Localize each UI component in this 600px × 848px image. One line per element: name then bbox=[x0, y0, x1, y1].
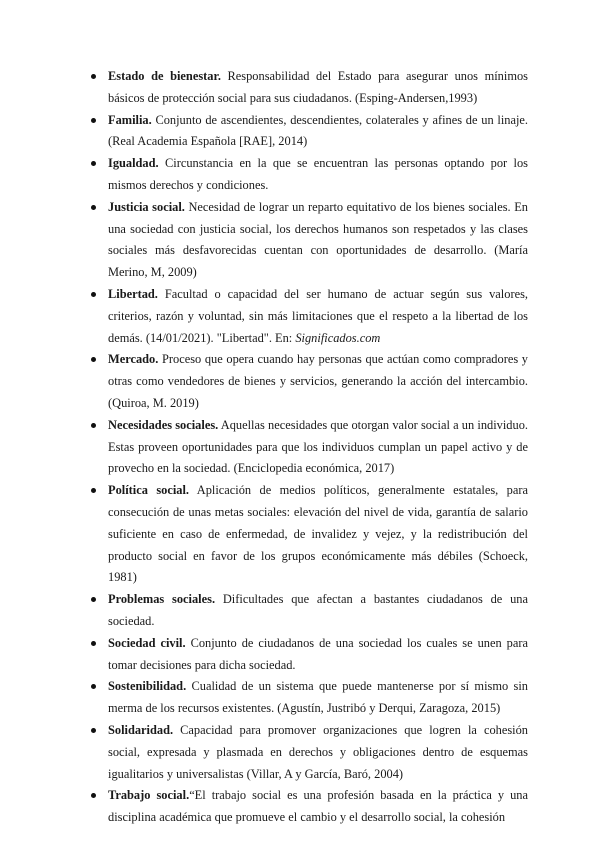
glossary-item bbox=[108, 720, 528, 785]
glossary-definition: Aquellas necesidades que otorgan valor social a un individuo. Estas proveen oportunidades para que los individuos cumplan un papel activo y de provecho en la sociedad. (Enciclopedia económica, 2017) bbox=[108, 417, 528, 476]
bullet-icon bbox=[91, 793, 96, 798]
glossary-item bbox=[108, 415, 528, 480]
glossary-term: Trabajo social. bbox=[108, 788, 190, 803]
glossary-item bbox=[108, 589, 528, 633]
glossary-term: Mercado. bbox=[108, 352, 159, 367]
glossary-term: Libertad. bbox=[108, 286, 158, 301]
glossary-term: Solidaridad. bbox=[108, 722, 174, 737]
source-title: Significados.com bbox=[295, 330, 381, 345]
glossary-term: Necesidades sociales. bbox=[108, 417, 219, 432]
glossary-item bbox=[108, 785, 528, 829]
bullet-icon bbox=[91, 423, 96, 428]
glossary-definition: “El trabajo social es una profesión basada en la práctica y una disciplina académica que promueve el cambio y el desarrollo social, la cohesión bbox=[108, 788, 528, 825]
bullet-icon bbox=[91, 488, 96, 493]
glossary-definition: Capacidad para promover organizaciones que logren la cohesión social, expresada y plasmada en derechos y obligaciones dentro de esquemas igualitarios y universalistas (Villar, A y García, Baró, 2004) bbox=[108, 722, 528, 781]
glossary-term: Justicia social. bbox=[108, 199, 185, 214]
glossary-item bbox=[108, 284, 528, 349]
bullet-icon bbox=[91, 205, 96, 210]
bullet-icon bbox=[91, 161, 96, 166]
glossary-term: Familia. bbox=[108, 112, 152, 127]
glossary-definition: Necesidad de lograr un reparto equitativo de los bienes sociales. En una sociedad con justicia social, los derechos humanos son respetados y las clases sociales más desfavorecidas cuentan con oportunidades de desarrollo. (María Merino, M, 2009) bbox=[108, 199, 528, 280]
bullet-icon bbox=[91, 74, 96, 79]
bullet-icon bbox=[91, 641, 96, 646]
glossary-item bbox=[108, 349, 528, 414]
glossary-definition: Facultad o capacidad del ser humano de actuar según sus valores, criterios, razón y voluntad, sin más limitaciones que el respeto a la libertad de los demás. (14/01/2021). "Libertad". En: bbox=[108, 286, 528, 345]
glossary-list bbox=[108, 66, 528, 829]
glossary-definition: Aplicación de medios políticos, generalmente estatales, para consecución de unas metas sociales: elevación del nivel de vida, garantía de salario suficiente en caso de enfermedad, de invalidez y vejez, y la redistribución del producto social en favor de los grupos económicamente más débiles (Schoeck, 1981) bbox=[108, 483, 528, 585]
glossary-term: Sociedad civil. bbox=[108, 635, 186, 650]
glossary-term: Política social. bbox=[108, 483, 190, 498]
bullet-icon bbox=[91, 684, 96, 689]
bullet-icon bbox=[91, 357, 96, 362]
glossary-definition: Proceso que opera cuando hay personas que actúan como compradores y otras como vendedores de bienes y servicios, generando la acción del intercambio. (Quiroa, M. 2019) bbox=[108, 352, 528, 410]
glossary-term: Igualdad. bbox=[108, 156, 159, 171]
bullet-icon bbox=[91, 728, 96, 733]
glossary-definition: Conjunto de ascendientes, descendientes, colaterales y afines de un linaje. (Real Academia Española [RAE], 2014) bbox=[108, 112, 528, 149]
glossary-item bbox=[108, 480, 528, 589]
glossary-item bbox=[108, 197, 528, 284]
glossary-term: Sostenibilidad. bbox=[108, 679, 187, 694]
glossary-item bbox=[108, 110, 528, 154]
bullet-icon bbox=[91, 118, 96, 123]
glossary-definition: Responsabilidad del Estado para asegurar unos mínimos básicos de protección social para sus ciudadanos. (Esping-Andersen,1993) bbox=[108, 69, 528, 105]
bullet-icon bbox=[91, 597, 96, 602]
bullet-icon bbox=[91, 292, 96, 297]
glossary-item bbox=[108, 633, 528, 677]
glossary-item bbox=[108, 676, 528, 720]
glossary-item bbox=[108, 66, 528, 110]
glossary-term: Problemas sociales. bbox=[108, 592, 216, 607]
glossary-term: Estado de bienestar. bbox=[108, 69, 221, 83]
glossary-definition: Cualidad de un sistema que puede mantenerse por sí mismo sin merma de los recursos existentes. (Agustín, Justribó y Derqui, Zaragoza, 2015) bbox=[108, 679, 528, 716]
glossary-definition: Conjunto de ciudadanos de una sociedad los cuales se unen para tomar decisiones para dicha sociedad. bbox=[108, 635, 528, 672]
glossary-item bbox=[108, 153, 528, 197]
glossary-definition: Circunstancia en la que se encuentran las personas optando por los mismos derechos y condiciones. bbox=[108, 156, 528, 192]
glossary-definition: Dificultades que afectan a bastantes ciudadanos de una sociedad. bbox=[108, 592, 529, 628]
